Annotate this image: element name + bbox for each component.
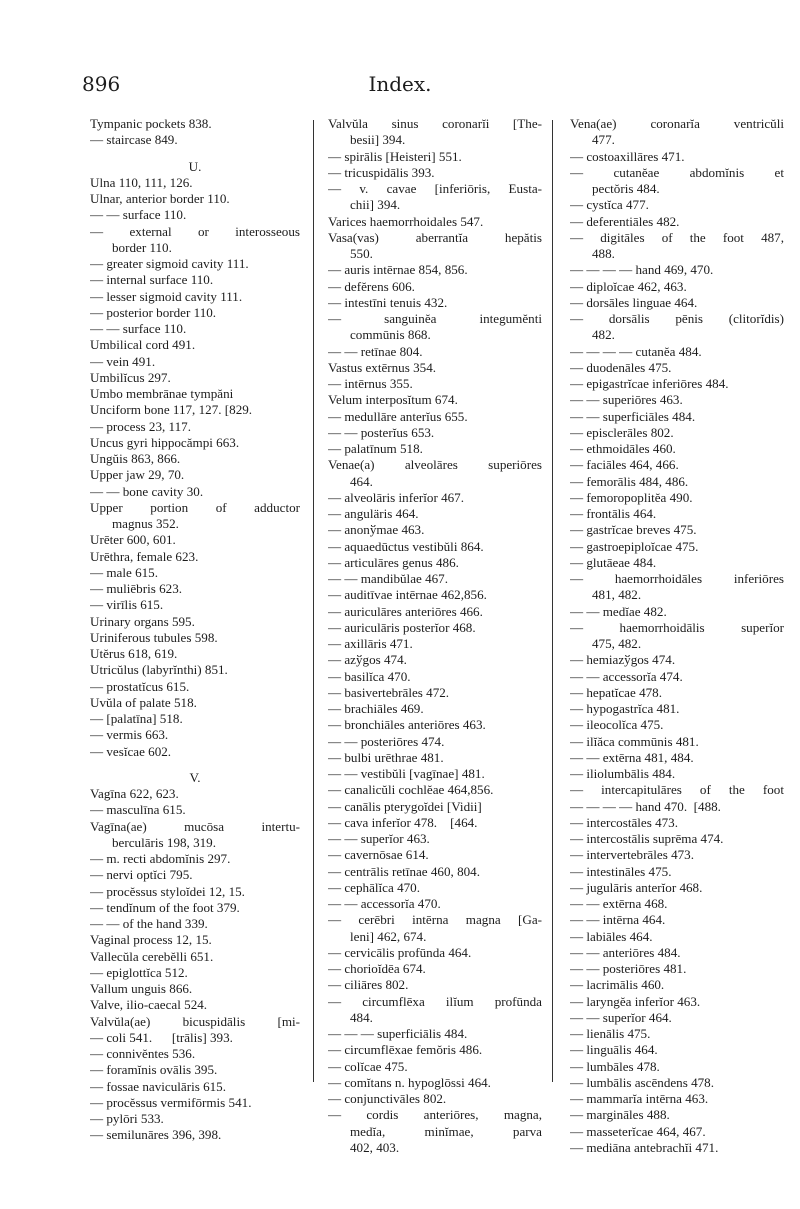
index-entry: Vallum unguis 866. <box>90 981 193 996</box>
index-entry: — — medĭae 482. <box>570 603 667 619</box>
index-entry: — duodenāles 475. <box>570 359 672 375</box>
column-divider-1 <box>313 120 314 1082</box>
index-entry: — frontālis 464. <box>570 506 657 521</box>
index-entry: — intestīni tenuis 432. <box>328 294 448 310</box>
index-entry: — ilĭăca commūnis 481. <box>570 733 699 749</box>
index-entry: — — — — hand 470. [488. <box>570 798 721 814</box>
index-entry: — anonўmae 463. <box>328 522 425 538</box>
index-entry: — — bone cavity 30. <box>90 483 204 499</box>
index-entry: magnus 352. <box>112 516 179 531</box>
index-entry: Tympanic pockets 838. <box>90 116 212 131</box>
index-entry: — — intērna 464. <box>570 912 666 928</box>
index-entry: — hepatĭcae 478. <box>570 684 662 700</box>
index-entry: — cutanĕae abdomĭnis et <box>570 164 784 180</box>
index-entry: — — anteriōres 484. <box>570 944 681 960</box>
index-entry: — spirālis [Heisteri] 551. <box>328 148 462 164</box>
index-entry: — cordis anteriōres, magna, <box>328 1107 542 1123</box>
index-entry: — costoaxillāres 471. <box>570 148 685 164</box>
index-entry: — — surface 110. <box>90 321 187 336</box>
index-column-2 <box>328 116 542 1156</box>
index-entry: — cervicālis profūnda 464. <box>328 944 472 960</box>
index-entry: 488. <box>592 246 615 261</box>
index-entry: berculāris 198, 319. <box>112 834 216 850</box>
index-entry: — greater sigmoid cavity 111. <box>90 256 249 271</box>
index-entry: — — superiōres 463. <box>570 392 683 408</box>
index-entry: — — retīnae 804. <box>328 343 423 359</box>
index-entry: — jugulāris anterĭor 468. <box>570 879 703 895</box>
index-entry: medĭa, minĭmae, parva <box>350 1123 542 1139</box>
index-entry: — femoropoplitĕa 490. <box>570 489 693 505</box>
index-entry: — process 23, 117. <box>90 418 191 434</box>
index-entry: — intervertebrāles 473. <box>570 847 694 863</box>
index-entry: — centrālis retīnae 460, 804. <box>328 863 480 879</box>
index-entry: Venae(a) alveolāres superiōres <box>328 457 542 473</box>
index-entry: Urinary organs 595. <box>90 613 195 629</box>
index-entry: — — — superficiālis 484. <box>328 1026 468 1041</box>
index-entry: — hemiazўgos 474. <box>570 652 676 668</box>
index-entry: — deferentiāles 482. <box>570 213 680 229</box>
index-entry: — vein 491. <box>90 353 156 369</box>
index-entry: — haemorrhoidālis superĭor <box>570 619 784 635</box>
index-entry: — auditīvae intērnae 462,856. <box>328 587 487 603</box>
index-entry: Urēter 600, 601. <box>90 532 176 548</box>
index-entry: — anguläris 464. <box>328 506 419 521</box>
index-entry: — auris intērnae 854, 856. <box>328 262 468 278</box>
index-entry: Utricŭlus (labyrĭnthi) 851. <box>90 662 228 678</box>
index-entry: Vagīna(ae) mucōsa intertu- <box>90 818 300 834</box>
index-entry: — margināles 488. <box>570 1107 670 1123</box>
index-entry: — intercostālis suprēma 474. <box>570 831 724 846</box>
index-entry: — diploĭcae 462, 463. <box>570 278 687 294</box>
index-entry: — — extērna 468. <box>570 896 668 911</box>
index-entry: — labiāles 464. <box>570 928 653 944</box>
index-entry: — virīlis 615. <box>90 597 164 613</box>
index-entry: — palatīnum 518. <box>328 441 423 456</box>
index-entry: — conjunctivāles 802. <box>328 1091 447 1106</box>
index-entry: — lienālis 475. <box>570 1026 651 1041</box>
index-entry: — cava inferĭor 478. [464. <box>328 814 478 830</box>
index-entry: — basivertebrāles 472. <box>328 684 450 700</box>
index-entry: — alveolāris inferĭor 467. <box>328 489 464 505</box>
index-entry: — laryngĕa inferĭor 463. <box>570 993 701 1009</box>
index-entry: — femorālis 484, 486. <box>570 473 689 489</box>
index-entry: — canalicŭli cochlĕae 464,856. <box>328 782 494 798</box>
index-entry: — — mandibŭlae 467. <box>328 571 449 586</box>
index-entry: 484. <box>350 1009 373 1025</box>
index-entry: — — accessorĭa 470. <box>328 896 441 911</box>
index-entry: — ethmoidāles 460. <box>570 441 676 456</box>
index-entry: Upper portion of adductor <box>90 499 300 515</box>
section-gap <box>90 149 300 159</box>
index-entry: — — extērna 481, 484. <box>570 749 694 765</box>
index-entry: Urēthra, female 623. <box>90 548 199 564</box>
index-entry: — male 615. <box>90 564 159 580</box>
index-entry: leni] 462, 674. <box>350 928 427 944</box>
index-entry: — circumflēxae femŏris 486. <box>328 1042 483 1058</box>
index-column-3 <box>570 116 784 1156</box>
index-entry: — dorsāles linguae 464. <box>570 294 698 310</box>
index-entry: — — — — cutanĕa 484. <box>570 343 702 359</box>
index-entry: — coli 541. [trālis] 393. <box>90 1029 233 1045</box>
section-letter: U. <box>188 158 202 174</box>
index-entry: — ciliāres 802. <box>328 977 409 993</box>
index-entry: — cephālĭca 470. <box>328 879 420 895</box>
index-entry: — pylōri 533. <box>90 1111 164 1126</box>
index-entry: Utĕrus 618, 619. <box>90 646 178 661</box>
index-entry: 464. <box>350 473 373 489</box>
index-entry: 482. <box>592 327 615 343</box>
index-entry: — bronchiāles anteriōres 463. <box>328 717 486 733</box>
index-entry: — auriculāris posterĭor 468. <box>328 619 476 635</box>
index-entry: — — posteriōres 474. <box>328 733 445 749</box>
index-entry: — aquaedūctus vestibŭli 864. <box>328 538 484 554</box>
index-entry: — medullāre anterĭus 655. <box>328 408 468 424</box>
index-entry: 481, 482. <box>592 587 642 603</box>
index-entry: — fossae naviculāris 615. <box>90 1078 226 1094</box>
index-entry: — cerēbri intērna magna [Ga- <box>328 912 542 928</box>
index-entry: — nervi optĭci 795. <box>90 867 193 883</box>
index-entry: — vesĭcae 602. <box>90 743 172 759</box>
index-entry: — vermis 663. <box>90 727 169 743</box>
index-entry: — defĕrens 606. <box>328 278 415 294</box>
index-entry: — episclerāles 802. <box>570 424 674 440</box>
index-entry: Ulna 110, 111, 126. <box>90 174 193 190</box>
index-entry: — procĕssus vermifōrmis 541. <box>90 1094 252 1110</box>
index-entry: — tendĭnum of the foot 379. <box>90 899 240 915</box>
index-entry: Uriniferous tubules 598. <box>90 629 218 645</box>
index-entry: — staircase 849. <box>90 132 178 148</box>
index-entry: 550. <box>350 246 373 261</box>
index-entry: — dorsālis pēnis (clitorĭdis) <box>570 311 784 326</box>
index-entry: — gastrĭcae breves 475. <box>570 522 697 538</box>
index-entry: besii] 394. <box>350 132 406 148</box>
index-entry: — articulāres genus 486. <box>328 554 459 570</box>
index-entry: Valvŭla sinus coronarĭi [The- <box>328 116 542 131</box>
index-entry: — bulbi urēthrae 481. <box>328 749 444 765</box>
index-entry: — faciāles 464, 466. <box>570 457 679 473</box>
index-entry: — cystĭca 477. <box>570 197 649 213</box>
index-entry: — — superficiāles 484. <box>570 408 696 424</box>
index-entry: — intērnus 355. <box>328 376 413 391</box>
index-entry: — posterior border 110. <box>90 304 217 320</box>
index-entry: 402, 403. <box>350 1139 400 1155</box>
index-entry: Varices haemorrhoidales 547. <box>328 213 484 229</box>
index-entry: — ileocolĭca 475. <box>570 717 664 733</box>
index-entry: Valve, ilio-caecal 524. <box>90 997 208 1013</box>
index-entry: — intestināles 475. <box>570 863 672 879</box>
index-entry: — circumflēxa ilĭum profūnda <box>328 993 542 1009</box>
index-entry: — — superĭor 463. <box>328 831 430 846</box>
index-entry: Ungŭis 863, 866. <box>90 451 181 466</box>
section-letter: V. <box>189 769 201 785</box>
index-entry: Valvŭla(ae) bicuspidālis [mi- <box>90 1013 300 1029</box>
index-entry: — semilunāres 396, 398. <box>90 1127 222 1143</box>
index-entry: — mammarĭa intērna 463. <box>570 1091 709 1106</box>
index-entry: — lacrimālis 460. <box>570 977 665 993</box>
index-entry: — chorioĭdēa 674. <box>328 961 426 976</box>
index-entry: Ulnar, anterior border 110. <box>90 191 230 206</box>
index-entry: — auriculāres anteriōres 466. <box>328 603 483 619</box>
index-entry: chii] 394. <box>350 197 401 213</box>
index-entry: Vallecŭla cerebĕlli 651. <box>90 948 214 964</box>
index-entry: Vaginal process 12, 15. <box>90 932 212 948</box>
index-entry: — foramĭnis ovālis 395. <box>90 1062 218 1078</box>
index-entry: — — surface 110. <box>90 207 187 223</box>
index-entry: — — posterĭus 653. <box>328 424 435 440</box>
index-entry: — — vestibŭli [vagīnae] 481. <box>328 766 485 781</box>
index-entry: — m. recti abdomĭnis 297. <box>90 851 231 866</box>
index-entry: — lumbālis ascēndens 478. <box>570 1074 715 1090</box>
index-entry: — lumbāles 478. <box>570 1058 660 1074</box>
index-entry: — [palatīna] 518. <box>90 711 183 726</box>
index-entry: — — of the hand 339. <box>90 916 208 931</box>
index-entry: Vagīna 622, 623. <box>90 786 179 801</box>
index-entry: Uvŭla of palate 518. <box>90 694 197 710</box>
index-entry: — hypogastrĭca 481. <box>570 701 680 716</box>
index-entry: — digitāles of the foot 487, <box>570 229 784 245</box>
index-entry: pectŏris 484. <box>592 181 660 196</box>
index-entry: — internal surface 110. <box>90 272 214 288</box>
index-entry: Uncus gyri hippocămpi 663. <box>90 434 240 450</box>
index-entry: — muliēbris 623. <box>90 581 183 596</box>
index-entry: — comĭtans n. hypoglōssi 464. <box>328 1074 491 1090</box>
index-entry: Vasa(vas) aberrantĭa hepătis <box>328 229 542 245</box>
index-entry: — intercostāles 473. <box>570 814 678 830</box>
index-entry: — connivĕntes 536. <box>90 1046 196 1061</box>
index-entry: commūnis 868. <box>350 327 431 343</box>
index-entry: — azўgos 474. <box>328 652 407 668</box>
index-entry: — epiglottĭca 512. <box>90 964 188 980</box>
index-entry: — gastroepiploĭcae 475. <box>570 538 699 554</box>
page-title: Index. <box>368 72 432 96</box>
section-gap <box>90 760 300 770</box>
index-entry: Umbo membrānae tympăni <box>90 386 234 401</box>
index-entry: — iliolumbālis 484. <box>570 766 676 781</box>
index-entry: — prostatĭcus 615. <box>90 678 190 694</box>
index-entry: — — accessorĭa 474. <box>570 668 683 684</box>
page-number: 896 <box>82 72 121 96</box>
index-entry: Vastus extērnus 354. <box>328 359 437 375</box>
index-entry: — intercapitulāres of the foot <box>570 782 784 798</box>
index-entry: — procĕssus styloĭdei 12, 15. <box>90 883 245 899</box>
index-entry: border 110. <box>112 239 172 255</box>
index-entry: — masseterĭcae 464, 467. <box>570 1123 706 1139</box>
index-entry: — v. cavae [inferiōris, Eusta- <box>328 181 542 196</box>
index-entry: Umbilical cord 491. <box>90 337 196 353</box>
index-entry: — — superĭor 464. <box>570 1009 672 1025</box>
index-entry: Velum interposĭtum 674. <box>328 392 458 408</box>
index-entry: Unciform bone 117, 127. [829. <box>90 402 253 418</box>
index-entry: — linguālis 464. <box>570 1042 658 1058</box>
index-entry: — basilĭca 470. <box>328 668 411 684</box>
index-entry: — cavernōsae 614. <box>328 847 429 863</box>
index-entry: Vena(ae) coronarĭa ventricŭli <box>570 116 784 131</box>
index-entry: — epigastrĭcae inferiōres 484. <box>570 376 729 391</box>
index-entry: — masculīna 615. <box>90 802 186 818</box>
index-entry: 475, 482. <box>592 636 642 651</box>
index-entry: — haemorrhoidāles inferiōres <box>570 571 784 586</box>
index-entry: — axillāris 471. <box>328 636 413 651</box>
index-entry: Umbilĭcus 297. <box>90 369 171 385</box>
index-column-1 <box>90 116 300 1144</box>
index-entry: — lesser sigmoid cavity 111. <box>90 288 243 304</box>
index-entry: — mediāna antebrachĭi 471. <box>570 1139 719 1155</box>
page-header <box>0 72 800 102</box>
index-entry: Upper jaw 29, 70. <box>90 467 185 483</box>
index-entry: — glutāeae 484. <box>570 554 657 570</box>
index-entry: — brachiāles 469. <box>328 701 424 716</box>
index-entry: — tricuspidālis 393. <box>328 164 435 180</box>
column-divider-2 <box>552 120 553 1082</box>
index-entry: 477. <box>592 132 615 148</box>
index-entry: — external or interosseous <box>90 223 300 239</box>
index-entry: — — — — hand 469, 470. <box>570 262 714 278</box>
index-entry: — colĭcae 475. <box>328 1058 408 1074</box>
index-entry: — sanguinĕa integumĕnti <box>328 311 542 326</box>
index-entry: — — posteriōres 481. <box>570 961 687 976</box>
index-entry: — canālis pterygoĭdei [Vidii] <box>328 798 482 814</box>
